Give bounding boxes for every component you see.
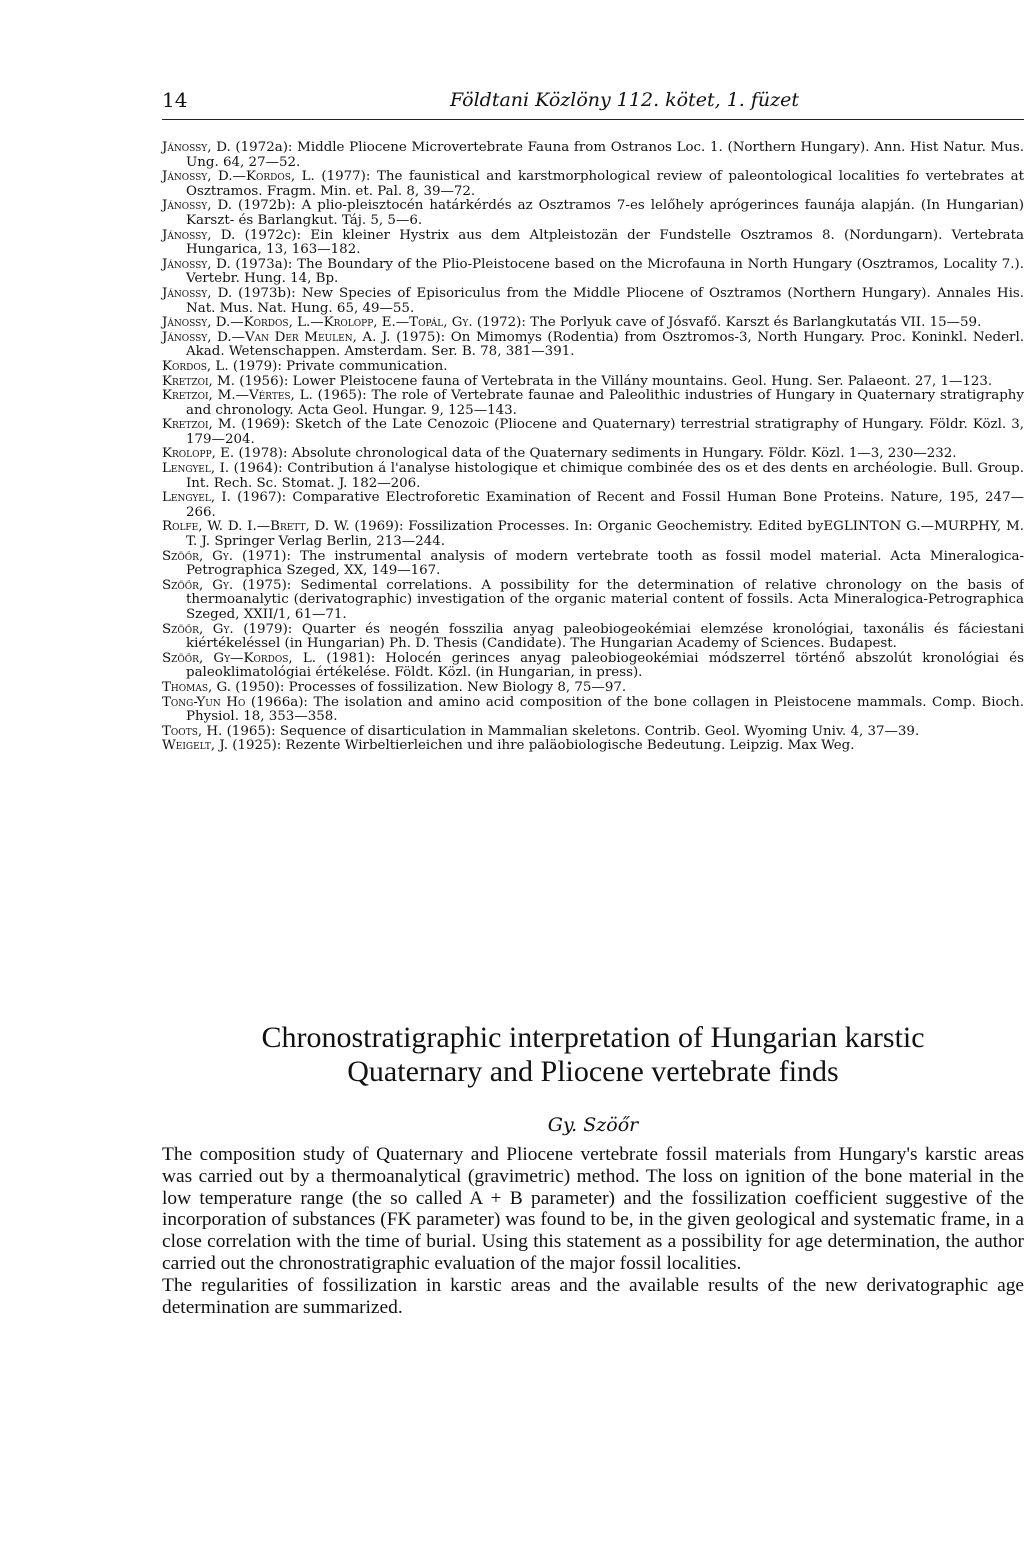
reference-item — [162, 375, 1024, 390]
reference-author: Jánossy, D. — [162, 285, 233, 301]
reference-text: (1971): The instrumental analysis of modern vertebrate tooth as fossil model material. Acta Mineralogica-Petrographica Szeged, XX, 149—167. — [186, 548, 1024, 579]
reference-author: Jánossy, D.—Kordos, L. — [162, 169, 315, 185]
reference-author: Kretzoi, M. — [162, 417, 236, 433]
reference-author: Szöőr, Gy. — [162, 548, 234, 564]
reference-item — [162, 579, 1024, 623]
reference-author: Jánossy, D. — [162, 256, 231, 272]
reference-author: Thomas, G. — [162, 679, 232, 695]
reference-author: Jánossy, D. — [162, 140, 231, 155]
reference-author: Kretzoi, M.—Vértes, L. — [162, 388, 313, 404]
reference-author: Lengyel, I. — [162, 461, 230, 477]
reference-text: (1967): Comparative Electroforetic Examination of Recent and Fossil Human Bone Proteins. Nature, 195, 247—266. — [186, 490, 1024, 520]
reference-item — [162, 141, 1024, 170]
reference-text: (1973b): New Species of Episoriculus from the Middle Pliocene of Osztramos (Northern Hungary). Annales His. Nat. Mus. Nat. Hung. 65, 49—55. — [186, 285, 1024, 316]
reference-text: (1975): Sedimental correlations. A possibility for the determination of relative chronology on the basis of thermoanalytic (derivatographic) investigation of the organic material content of fossils. Acta Mineralogica-Petrographica Szeged, XXII/1, 61—71. — [186, 577, 1024, 622]
reference-item — [162, 739, 1024, 754]
reference-text: (1965): The role of Vertebrate faunae and Paleolithic industries of Hungary in Quaternary stratigraphy and chronology. Acta Geol. Hungar. 9, 125—143. — [186, 388, 1024, 418]
reference-author: Weigelt, J. — [162, 738, 228, 754]
reference-author: Szöőr, Gy. — [162, 621, 234, 637]
reference-item — [162, 258, 1024, 287]
reference-item — [162, 170, 1024, 199]
reference-item — [162, 360, 1024, 375]
reference-item — [162, 316, 1024, 331]
reference-text: (1950): Processes of fossilization. New Biology 8, 75—97. — [235, 679, 627, 695]
reference-text: (1966a): The isolation and amino acid composition of the bone collagen in Pleistocene mammals. Comp. Bioch. Physiol. 18, 353—358. — [186, 694, 1024, 725]
reference-author: Jánossy, D.—Kordos, L.—Krolopp, E.—Topál, Gy. — [162, 315, 473, 331]
reference-author: Jánossy, D.—Van Der Meulen, A. J. — [162, 329, 391, 345]
reference-item — [162, 199, 1024, 228]
abstract-paragraph: The composition study of Quaternary and Pliocene vertebrate fossil materials from Hungary's karstic areas was carried out by a thermoanalytical (gravimetric) method. The loss on ignition of the bone material in the low temperature range (the so called A + B parameter) and the fossilization coefficient suggestive of the incorporation of substances (FK parameter) was found to be, in the given geological and systematic frame, in a close correlation with the time of burial. Using this statement as a possibility for age determination, the author carried out the chronostratigraphic evaluation of the major fossil localities. — [162, 1144, 1024, 1274]
reference-item — [162, 229, 1024, 258]
reference-item — [162, 462, 1024, 491]
reference-author: Krolopp, E. — [162, 446, 235, 462]
reference-author: Szöőr, Gy. — [162, 577, 234, 593]
reference-author: Jánossy, D. — [162, 227, 236, 243]
reference-text: (1969): Fossilization Processes. In: Organic Geochemistry. Edited byEGLINTON G.—MURPHY, M. T. J. Springer Verlag Berlin, 213—244. — [186, 519, 1024, 550]
reference-item — [162, 447, 1024, 462]
reference-item — [162, 520, 1024, 549]
reference-text: (1972c): Ein kleiner Hystrix aus dem Altpleistozän der Fundstelle Osztramos 8. (Nordungarn). Vertebrata Hungarica, 13, 163—182. — [186, 227, 1024, 258]
reference-text: (1978): Absolute chronological data of the Quaternary sediments in Hungary. Földr. Közl. 1—3, 230—232. — [238, 446, 957, 462]
reference-text: (1972b): A plio-pleisztocén határkérdés az Osztramos 7-es lelőhely aprógerinces faunája alapján. (In Hungarian) Karszt- és Barlangkut. Táj. 5, 5—6. — [186, 198, 1024, 228]
page-number: 14 — [162, 88, 188, 112]
reference-author: Jánossy, D. — [162, 198, 232, 214]
reference-author: Szöőr, Gy—Kordos, L. — [162, 650, 316, 666]
article-title-line-1: Chronostratigraphic interpretation of Hungarian karstic — [261, 1021, 925, 1054]
reference-author: Kordos, L. — [162, 358, 229, 374]
reference-item — [162, 681, 1024, 696]
article-author: Gy. Szöőr — [547, 1114, 639, 1136]
reference-item — [162, 389, 1024, 418]
reference-text: (1956): Lower Pleistocene fauna of Vertebrata in the Villány mountains. Geol. Hung. Ser. Palaeont. 27, 1—123. — [239, 373, 993, 389]
reference-item — [162, 550, 1024, 579]
reference-item — [162, 652, 1024, 681]
reference-text: (1965): Sequence of disarticulation in Mammalian skeletons. Contrib. Geol. Wyoming Univ. 4, 37—39. — [226, 723, 920, 739]
reference-author: Kretzoi, M. — [162, 373, 236, 389]
reference-text: (1977): The faunistical and karstmorphological review of paleontological localities fo vertebrates at Osztramos. Fragm. Min. et. Pal. 8, 39—72. — [186, 169, 1024, 199]
reference-text: (1981): Holocén gerinces anyag paleobiogeokémiai módszerrel történő abszolút kronológiai és paleoklimatológiai értékelése. Földt. Közl. (in Hungarian, in press). — [186, 650, 1024, 681]
reference-item — [162, 725, 1024, 740]
reference-author: Lengyel, I. — [162, 490, 231, 506]
running-head: Földtani Közlöny 112. kötet, 1. füzet — [450, 89, 800, 111]
reference-text: (1972): The Porlyuk cave of Jósvafő. Karszt és Barlangkutatás VII. 15—59. — [476, 315, 982, 331]
page-header — [162, 86, 1024, 120]
reference-text: (1979): Private communication. — [232, 358, 448, 374]
abstract-paragraph: The regularities of fossilization in karstic areas and the available results of the new derivatographic age determination are summarized. — [162, 1274, 1024, 1318]
reference-text: (1925): Rezente Wirbeltierleichen und ihre paläobiologische Bedeutung. Leipzig. Max Weg. — [232, 738, 855, 754]
article-title — [162, 1021, 1024, 1089]
reference-item — [162, 623, 1024, 652]
reference-author: Rolfe, W. D. I.—Brett, D. W. — [162, 519, 350, 535]
reference-item — [162, 331, 1024, 360]
article-title-line-2: Quaternary and Pliocene vertebrate finds — [347, 1055, 839, 1088]
reference-author: Tong-Yun Ho — [162, 694, 246, 710]
reference-author: Toots, H. — [162, 723, 223, 739]
reference-item — [162, 418, 1024, 447]
reference-text: (1975): On Mimomys (Rodentia) from Osztromos-3, North Hungary. Proc. Koninkl. Nederl. Akad. Wetenschappen. Amsterdam. Ser. B. 78, 381—391. — [186, 329, 1024, 360]
reference-text: (1979): Quarter és neogén fosszilia anyag paleobiogeokémiai elemzése kronológiai, taxonális és fáciestani kiértékeléssel (in Hungarian) Ph. D. Thesis (Candidate). The Hungarian Academy of Sciences. Budapest. — [186, 621, 1024, 652]
reference-item — [162, 287, 1024, 316]
abstract — [162, 1144, 1024, 1318]
reference-text: (1972a): Middle Pliocene Microvertebrate Fauna from Ostranos Loc. 1. (Northern Hungary). Ann. Hist Natur. Mus. Ung. 64, 27—52. — [186, 140, 1024, 170]
reference-item — [162, 696, 1024, 725]
reference-item — [162, 491, 1024, 520]
reference-text: (1973a): The Boundary of the Plio-Pleistocene based on the Microfauna in North Hungary (Osztramos, Locality 7.). Vertebr. Hung. 14, Bp. — [186, 256, 1024, 287]
reference-list — [162, 141, 1024, 754]
reference-text: (1969): Sketch of the Late Cenozoic (Pliocene and Quaternary) terrestrial stratigraphy of Hungary. Földr. Közl. 3, 179—204. — [186, 417, 1024, 447]
reference-text: (1964): Contribution á l'analyse histologique et chimique combinée des os et des dents en archéologie. Bull. Group. Int. Rech. Sc. Stomat. J. 182—206. — [186, 461, 1024, 491]
